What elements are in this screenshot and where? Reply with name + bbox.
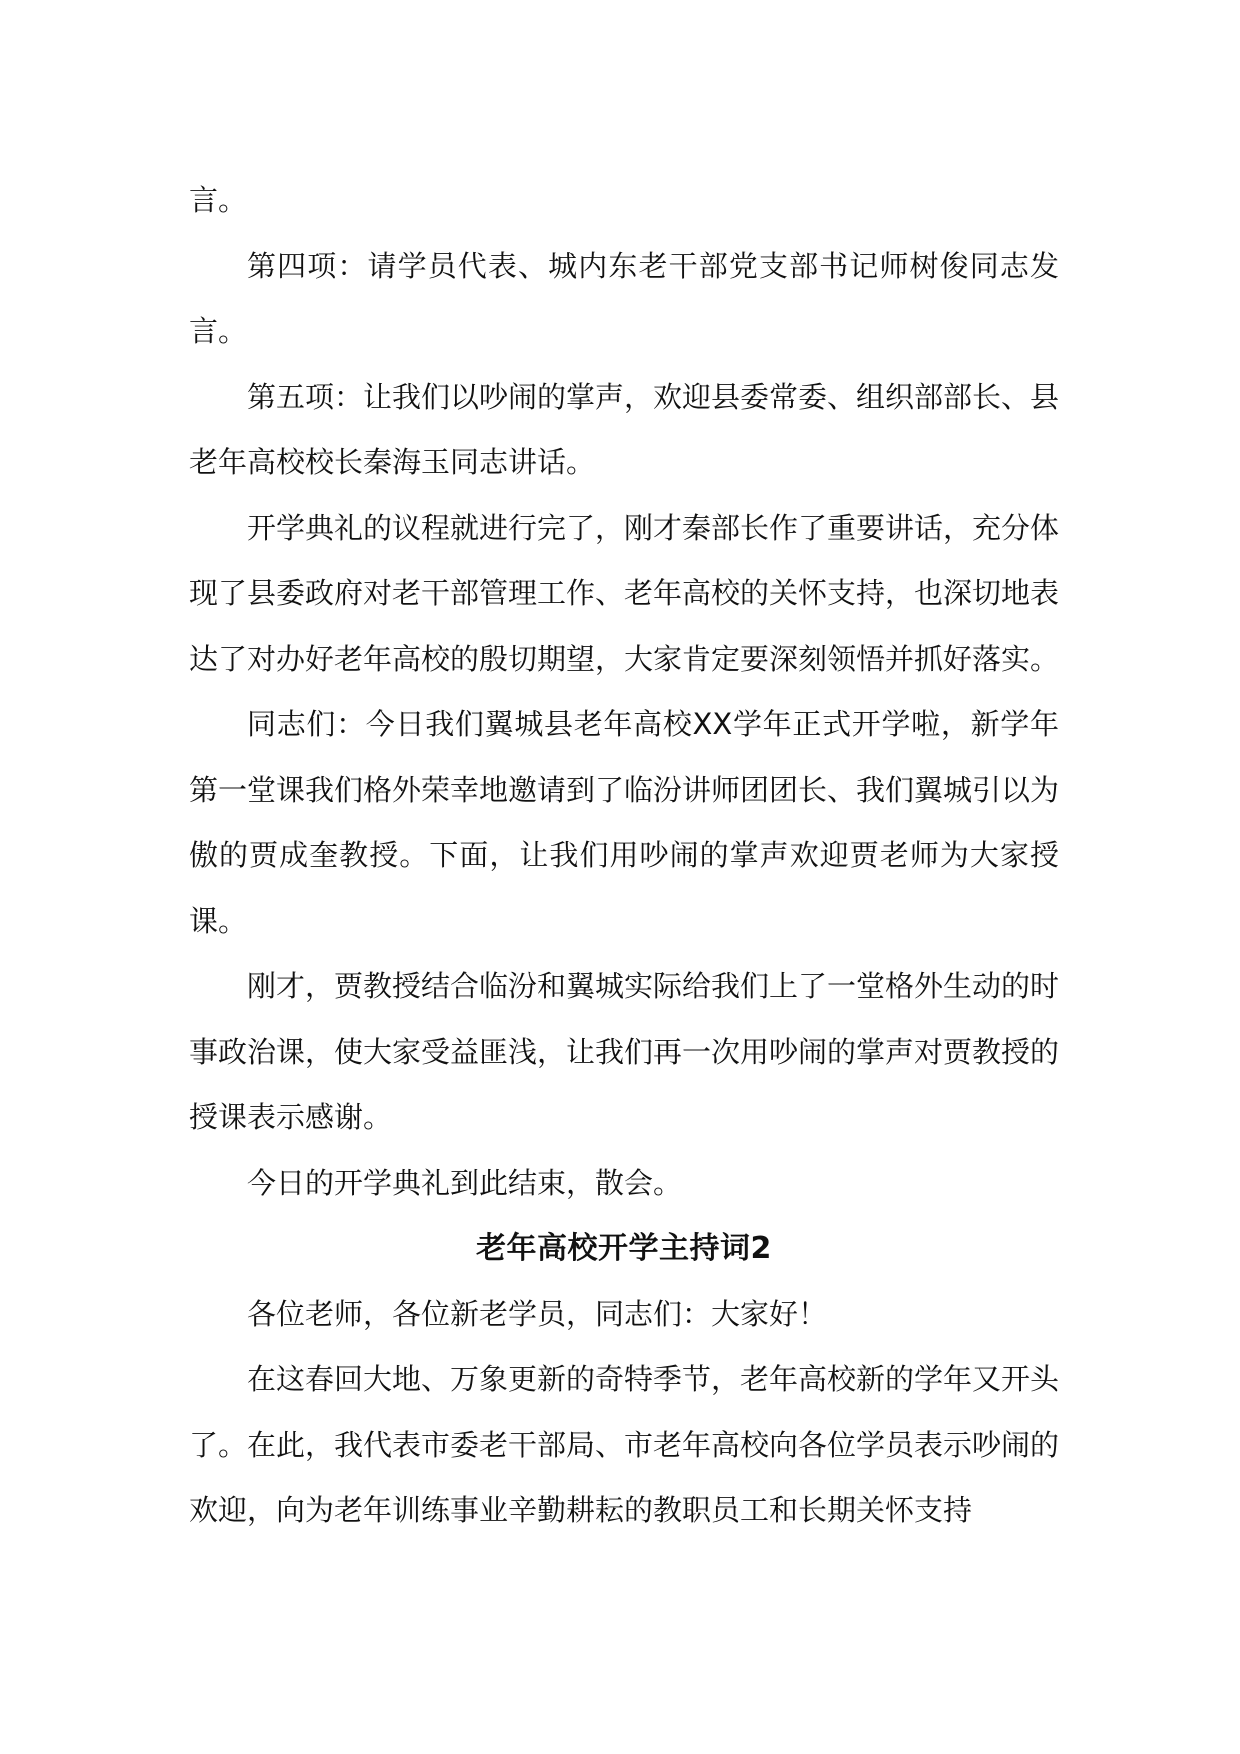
paragraph-welcome: 在这春回大地、万象更新的奇特季节，老年高校新的学年又开头了。在此，我代表市委老干部局、市老年高校向各位学员表示吵闹的欢迎，向为老年训练事业辛勤耕耘的教职员工和长期关怀支持	[189, 1362, 1060, 1527]
paragraph-item-four: 第四项：请学员代表、城内东老干部党支部书记师树俊同志发言。	[189, 248, 1059, 348]
paragraph-agenda-complete: 开学典礼的议程就进行完了，刚才秦部长作了重要讲话，充分体现了县委政府对老干部管理工作、老年高校的关怀支持，也深切地表达了对办好老年高校的殷切期望，大家肯定要深刻领悟并抓好落实。	[189, 510, 1060, 676]
document-body	[189, 168, 1059, 1544]
paragraph-closing: 今日的开学典礼到此结束，散会。	[247, 1165, 683, 1200]
paragraph-item-five: 第五项：让我们以吵闹的掌声，欢迎县委常委、组织部部长、县老年高校校长秦海玉同志讲话。	[189, 379, 1060, 479]
paragraph-thanks-lecture: 刚才，贾教授结合临汾和翼城实际给我们上了一堂格外生动的时事政治课，使大家受益匪浅，让我们再一次用吵闹的掌声对贾教授的授课表示感谢。	[189, 969, 1060, 1134]
section-heading: 老年高校开学主持词2	[476, 1231, 772, 1266]
paragraph-greeting: 各位老师，各位新老学员，同志们：大家好！	[247, 1296, 828, 1331]
paragraph-first-lecture: 同志们：今日我们翼城县老年高校XX学年正式开学啦，新学年第一堂课我们格外荣幸地邀请到了临汾讲师团团长、我们翼城引以为傲的贾成奎教授。下面，让我们用吵闹的掌声欢迎贾老师为大家授课。	[189, 707, 1060, 938]
paragraph-continuation: 言。	[189, 183, 248, 217]
